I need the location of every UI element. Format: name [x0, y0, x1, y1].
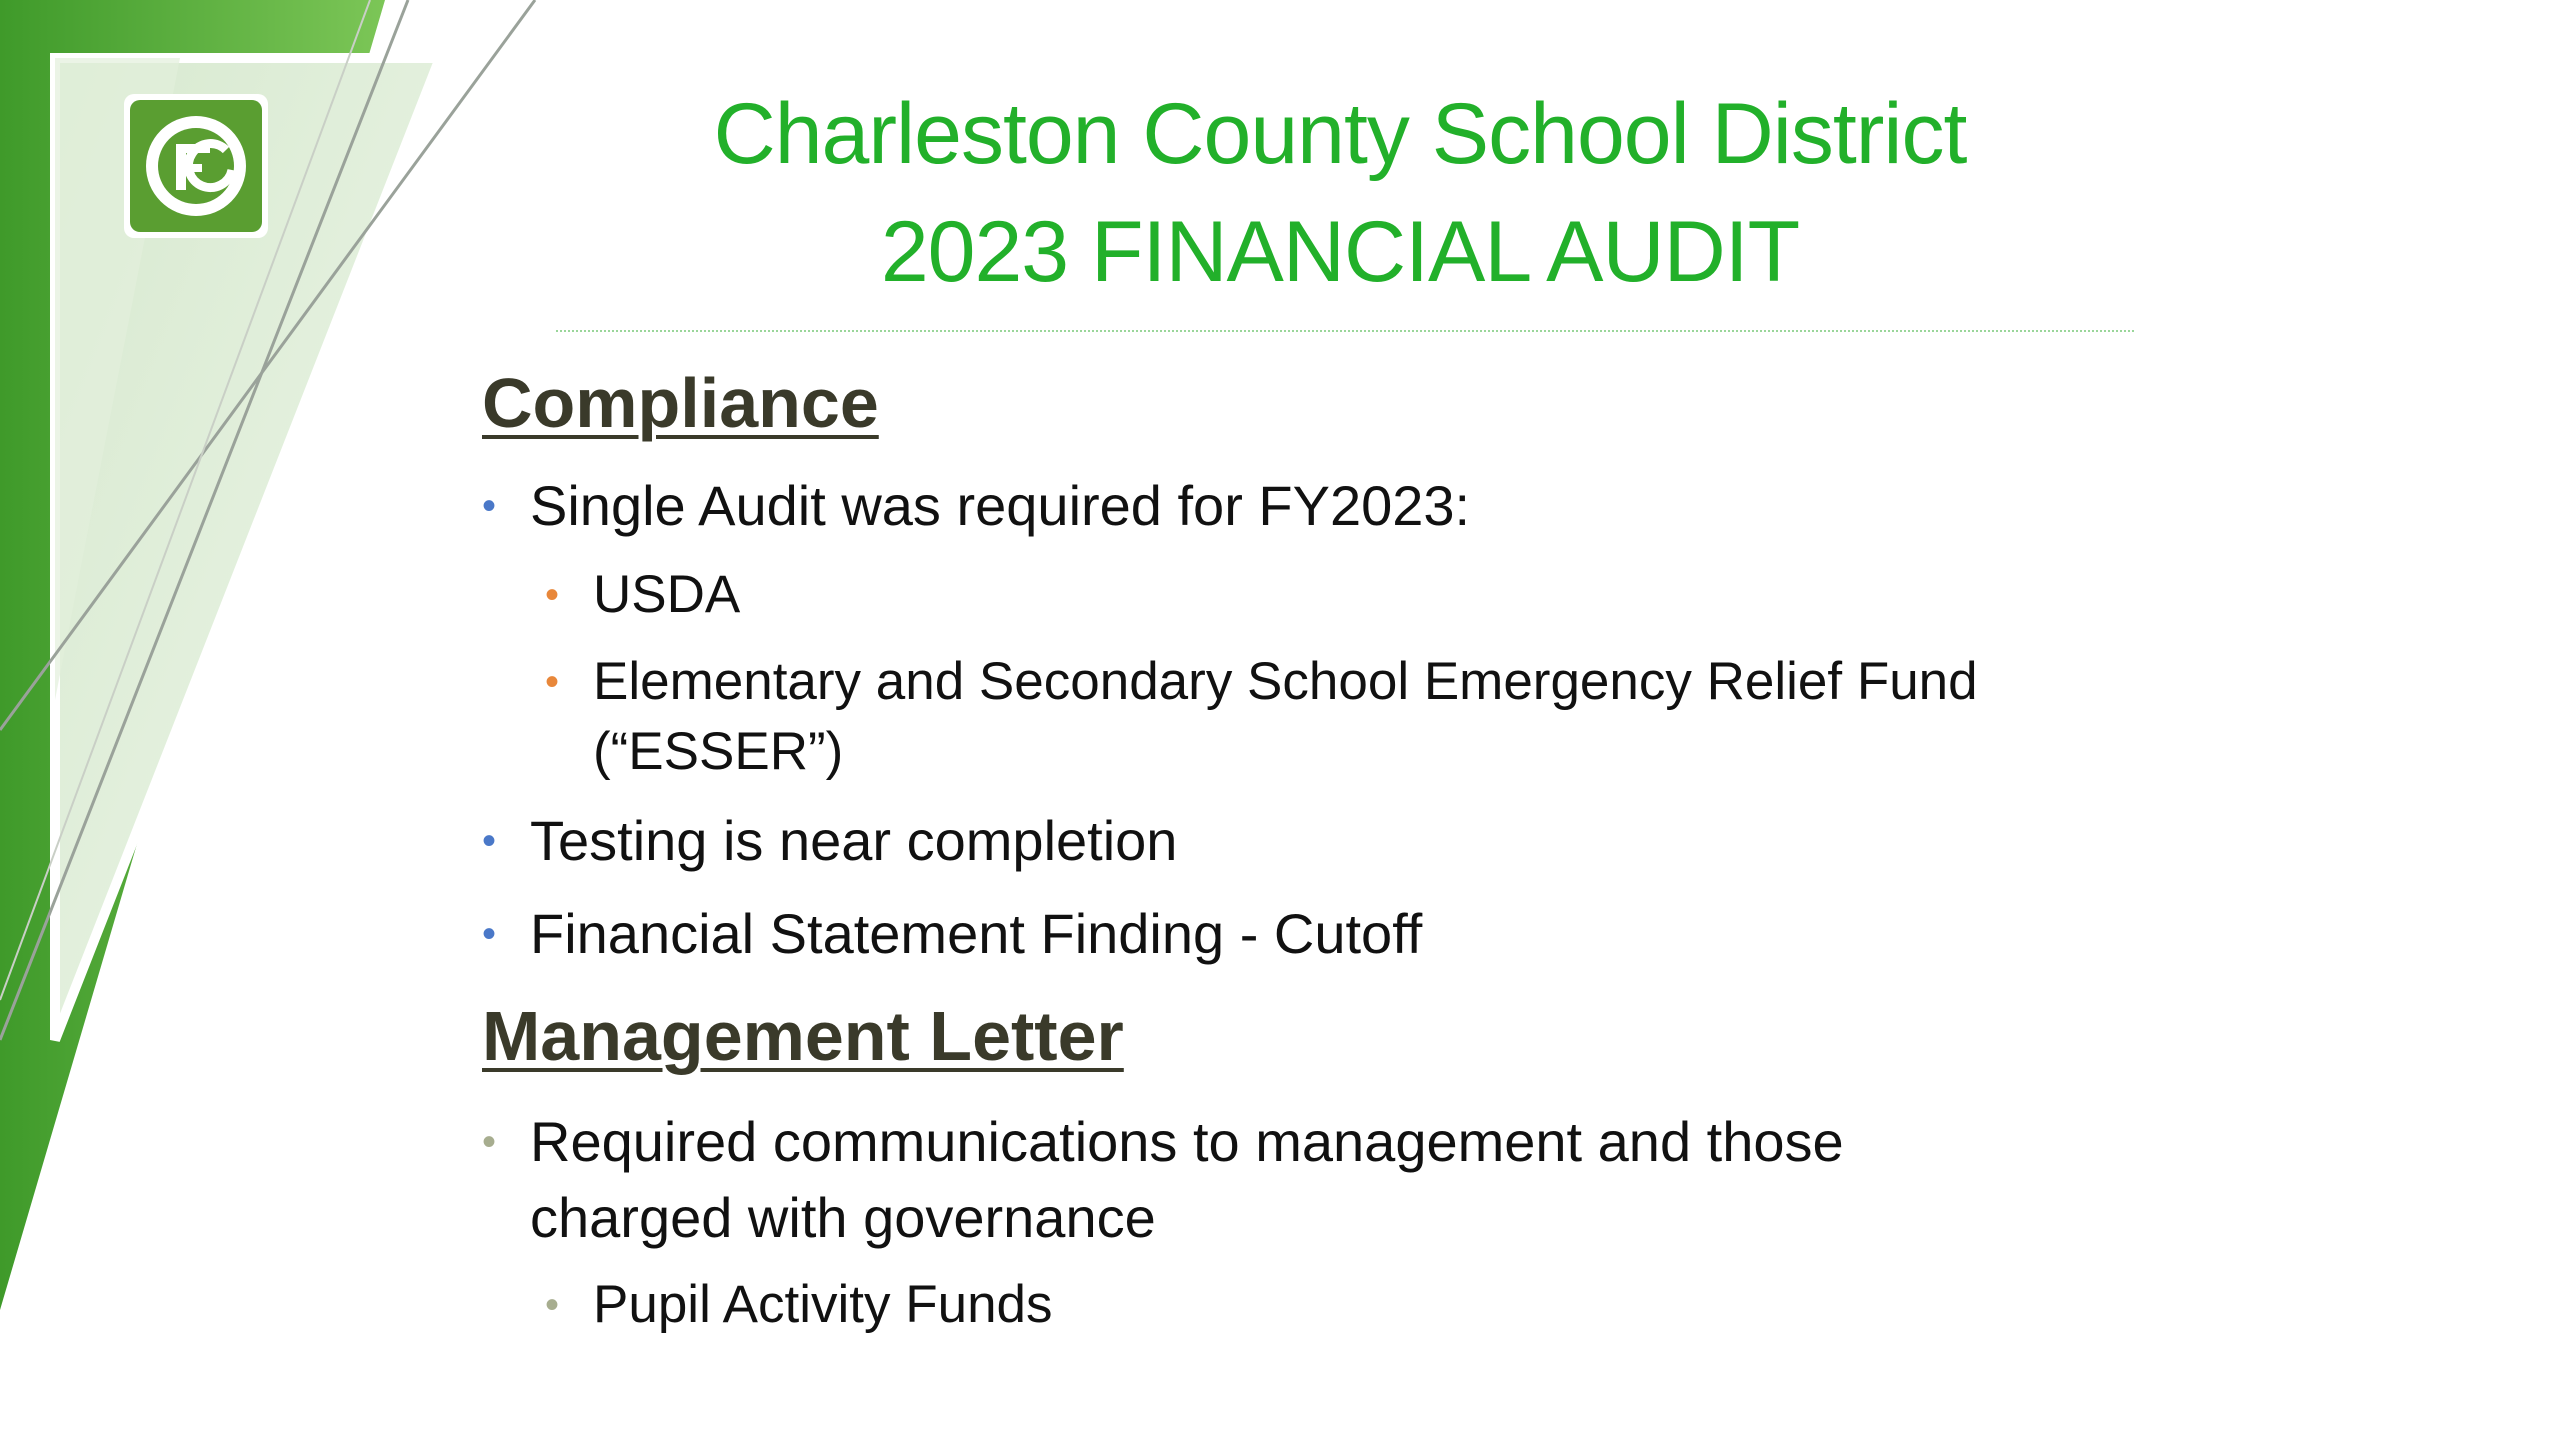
bullet-text: charged with governance: [530, 1186, 1156, 1249]
compliance-heading: Compliance: [482, 364, 879, 442]
title-line-2: 2023 FINANCIAL AUDIT: [880, 204, 1800, 300]
management-letter-heading: Management Letter: [482, 997, 1124, 1075]
bullet-text: Financial Statement Finding - Cutoff: [530, 902, 1423, 965]
bullet-text: Elementary and Secondary School Emergency Relief Fund: [593, 652, 1978, 711]
decorative-side-panel: [0, 0, 560, 1440]
bullet-text: Pupil Activity Funds: [593, 1275, 1053, 1334]
bullet-text: Required communications to management and those: [530, 1110, 1844, 1173]
bullet-dot: •: [482, 819, 497, 863]
gfc-logo: [122, 92, 270, 240]
title-divider: [556, 330, 2134, 332]
bullet-dot: •: [482, 484, 497, 528]
bullet-dot: •: [482, 1120, 497, 1164]
bullet-text: Testing is near completion: [530, 809, 1178, 872]
bullet-dot: •: [545, 1283, 560, 1327]
bullet-dot: •: [545, 573, 560, 617]
title-line-1: Charleston County School District: [713, 86, 1967, 182]
bullet-dot: •: [482, 912, 497, 956]
bullet-dot: •: [545, 660, 560, 704]
bullet-text: Single Audit was required for FY2023:: [530, 474, 1471, 537]
bullet-text: (“ESSER”): [593, 722, 844, 781]
bullet-text: USDA: [593, 565, 741, 624]
